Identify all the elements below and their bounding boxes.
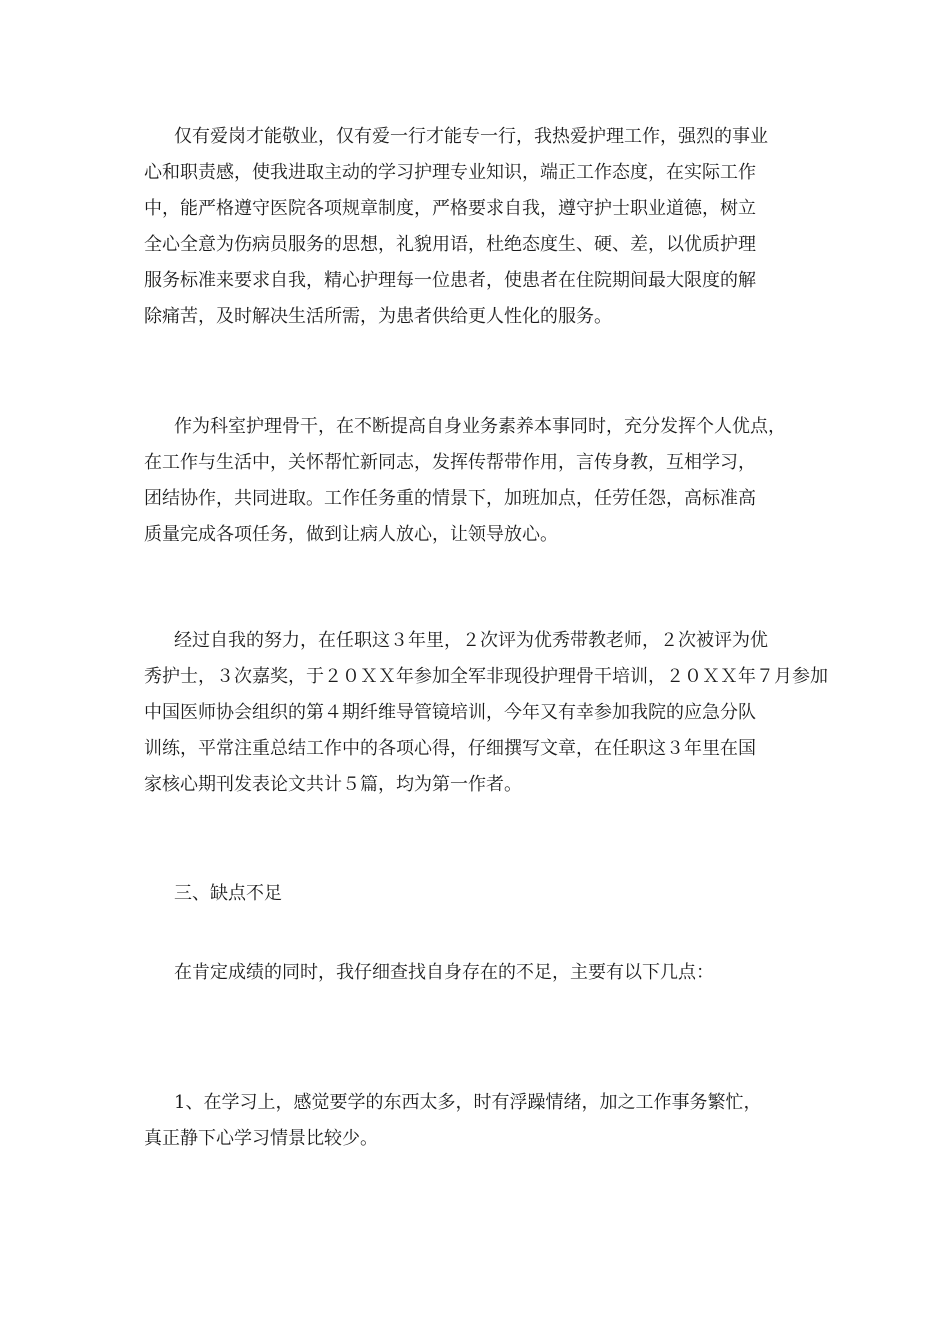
paragraph-love-of-nursing <box>144 119 824 335</box>
paragraph-shortcomings-intro <box>144 955 824 991</box>
paragraph-line: 质量完成各项任务，做到让病人放心，让领导放心。 <box>144 524 558 545</box>
paragraph-line: 仅有爱岗才能敬业，仅有爱一行才能专一行，我热爱护理工作，强烈的事业 <box>174 126 768 147</box>
paragraph-line: 1、在学习上，感觉要学的东西太多，时有浮躁情绪，加之工作事务繁忙， <box>174 1092 762 1113</box>
paragraph-line: 除痛苦，及时解决生活所需，为患者供给更人性化的服务。 <box>144 306 612 327</box>
paragraph-line: 家核心期刊发表论文共计５篇，均为第一作者。 <box>144 774 522 795</box>
paragraph-line: 经过自我的努力，在任职这３年里，２次评为优秀带教老师，２次被评为优 <box>174 630 768 651</box>
section-heading: 三、缺点不足 <box>174 883 282 904</box>
paragraph-line: 心和职责感，使我进取主动的学习护理专业知识，端正工作态度，在实际工作 <box>144 162 756 183</box>
paragraph-line: 服务标准来要求自我，精心护理每一位患者，使患者在住院期间最大限度的解 <box>144 270 756 291</box>
section-heading-shortcomings <box>144 876 824 912</box>
paragraph-line: 秀护士，３次嘉奖，于２０ＸＸ年参加全军非现役护理骨干培训，２０ＸＸ年７月参加 <box>144 666 828 687</box>
paragraph-achievements <box>144 623 828 803</box>
paragraph-line: 中，能严格遵守医院各项规章制度，严格要求自我，遵守护士职业道德，树立 <box>144 198 756 219</box>
paragraph-line: 中国医师协会组织的第４期纤维导管镜培训，今年又有幸参加我院的应急分队 <box>144 702 756 723</box>
paragraph-line: 在工作与生活中，关怀帮忙新同志，发挥传帮带作用，言传身教，互相学习， <box>144 452 756 473</box>
paragraph-line: 全心全意为伤病员服务的思想，礼貌用语，杜绝态度生、硬、差，以优质护理 <box>144 234 756 255</box>
paragraph-line: 作为科室护理骨干，在不断提高自身业务素养本事同时，充分发挥个人优点， <box>174 416 786 437</box>
paragraph-shortcoming-1 <box>144 1085 824 1157</box>
paragraph-line: 在肯定成绩的同时，我仔细查找自身存在的不足，主要有以下几点： <box>174 962 714 983</box>
paragraph-line: 团结协作，共同进取。工作任务重的情景下，加班加点，任劳任怨，高标准高 <box>144 488 756 509</box>
paragraph-line: 真正静下心学习情景比较少。 <box>144 1128 378 1149</box>
paragraph-nursing-backbone <box>144 409 824 553</box>
paragraph-line: 训练，平常注重总结工作中的各项心得，仔细撰写文章，在任职这３年里在国 <box>144 738 756 759</box>
